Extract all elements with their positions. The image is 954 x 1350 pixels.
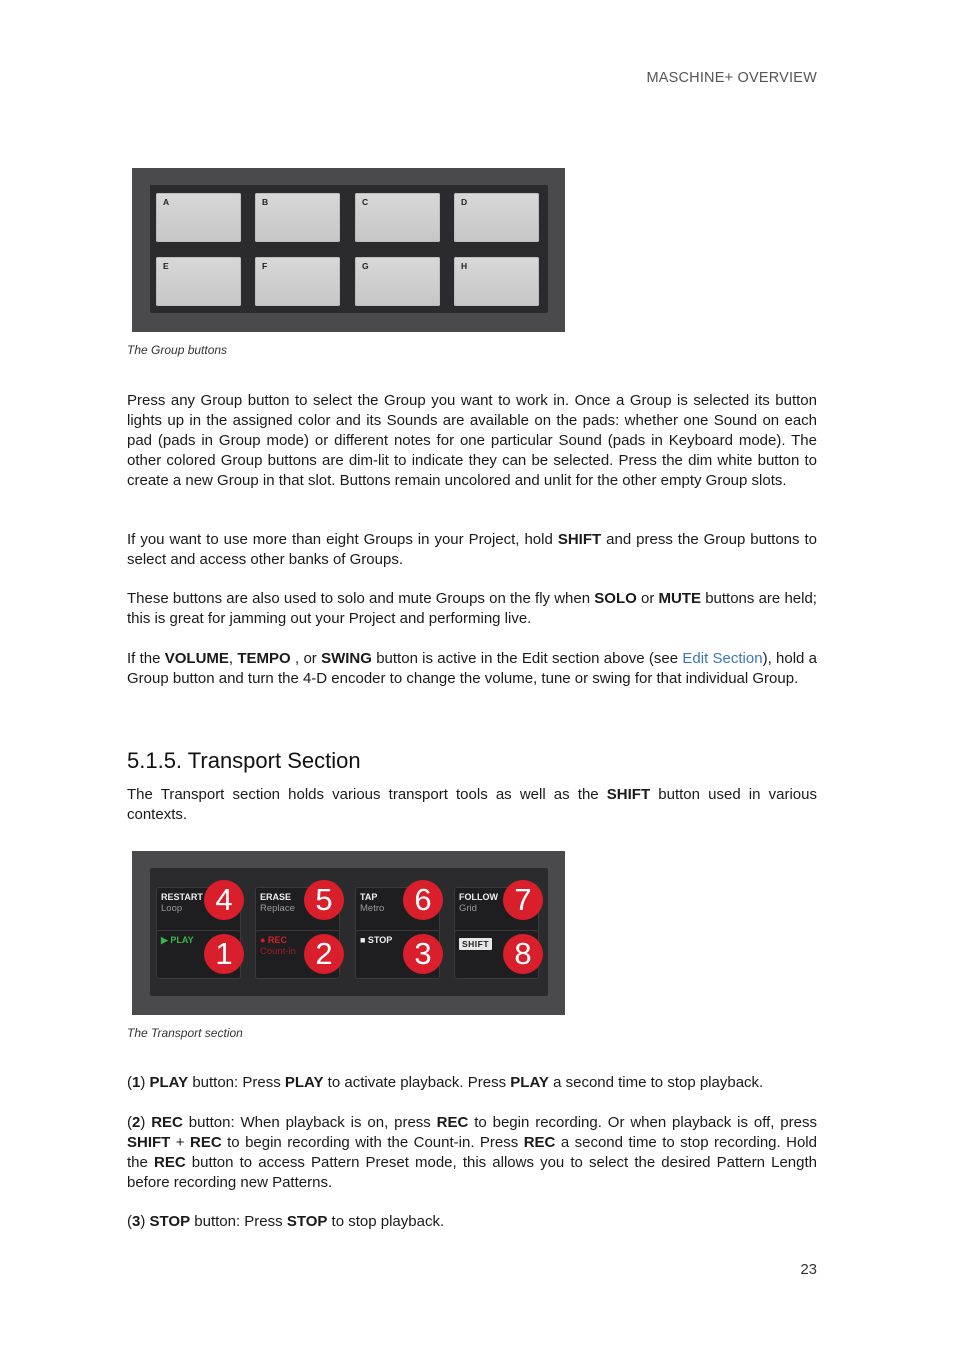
group-button-label: D (461, 197, 468, 207)
description-stop: (3) STOP button: Press STOP to stop playback. (127, 1213, 445, 1230)
rec-button: ● REC Count-in (255, 930, 340, 979)
play-button: ▶ PLAY (156, 930, 241, 979)
description-rec: (2) REC button: When playback is on, press REC to begin recording. Or when playback is off, press SHIFT + REC to begin recording with the Count-in. Press REC a second time to stop recording. Hold the REC button to access Pattern Preset mode, this allows you to select the desired Pattern Length before recording new Patterns. (127, 1114, 817, 1191)
page-number: 23 (800, 1261, 817, 1278)
erase-button: ERASE Replace (255, 887, 340, 936)
stop-button: ■ STOP (355, 930, 440, 979)
group-button-c (355, 193, 440, 242)
paragraph-group-banks: If you want to use more than eight Groups in your Project, hold SHIFT and press the Group buttons to select and access other banks of Groups. (127, 531, 818, 568)
group-button-label: A (163, 197, 170, 207)
callout-6: 6 (403, 880, 443, 920)
running-header: MASCHINE+ OVERVIEW (646, 70, 817, 86)
transport-figure-caption: The Transport section (127, 1026, 243, 1040)
section-heading: 5.1.5. Transport Section (127, 748, 361, 773)
callout-8: 8 (503, 934, 543, 974)
group-button-a (156, 193, 241, 242)
paragraph-transport-intro: The Transport section holds various transport tools as well as the SHIFT button used in various contexts. (127, 786, 817, 823)
group-button-label: C (362, 197, 369, 207)
group-button-d (454, 193, 539, 242)
callout-1: 1 (204, 934, 244, 974)
group-button-f (255, 257, 340, 306)
group-button-label: G (362, 261, 369, 271)
group-button-b (255, 193, 340, 242)
restart-button: RESTART Loop (156, 887, 241, 936)
group-button-h (454, 257, 539, 306)
group-button-label: F (262, 261, 268, 271)
tap-button: TAP Metro (355, 887, 440, 936)
group-button-label: E (163, 261, 169, 271)
paragraph-group-select: Press any Group button to select the Group you want to work in. Once a Group is selected its button lights up in the assigned color and its Sounds are available on the pads: whether one Sound on each pad (pads in Group mode) or different notes for one particular Sound (pads in Keyboard mode). The other colored Group buttons are dim-lit to indicate they can be selected. Press the dim white button to create a new Group in that slot. Buttons remain uncolored and unlit for the other empty Group slots. (127, 392, 817, 489)
callout-2: 2 (304, 934, 344, 974)
group-buttons-figure (132, 168, 565, 332)
group-figure-caption: The Group buttons (127, 343, 228, 357)
callout-5: 5 (304, 880, 344, 920)
paragraph-solo-mute: These buttons are also used to solo and mute Groups on the fly when SOLO or MUTE buttons are held; this is great for jamming out your Project and performing live. (127, 590, 817, 627)
shift-button: SHIFT (454, 930, 539, 979)
group-button-label: B (262, 197, 269, 207)
follow-button: FOLLOW Grid (454, 887, 539, 936)
group-buttons-panel (150, 185, 548, 313)
group-button-g (355, 257, 440, 306)
callout-7: 7 (503, 880, 543, 920)
group-button-label: H (461, 261, 468, 271)
callout-3: 3 (403, 934, 443, 974)
paragraph-edit-section: If the VOLUME, TEMPO , or SWING button is active in the Edit section above (see Edit Section), hold a Group button and turn the 4-D encoder to change the volume, tune or swing for that individual Group. (127, 650, 818, 687)
group-button-e (156, 257, 241, 306)
transport-figure (132, 851, 565, 1015)
callout-4: 4 (204, 880, 244, 920)
edit-section-link[interactable]: Edit Section (682, 650, 763, 667)
description-play: (1) PLAY button: Press PLAY to activate playback. Press PLAY a second time to stop playback. (127, 1074, 764, 1091)
